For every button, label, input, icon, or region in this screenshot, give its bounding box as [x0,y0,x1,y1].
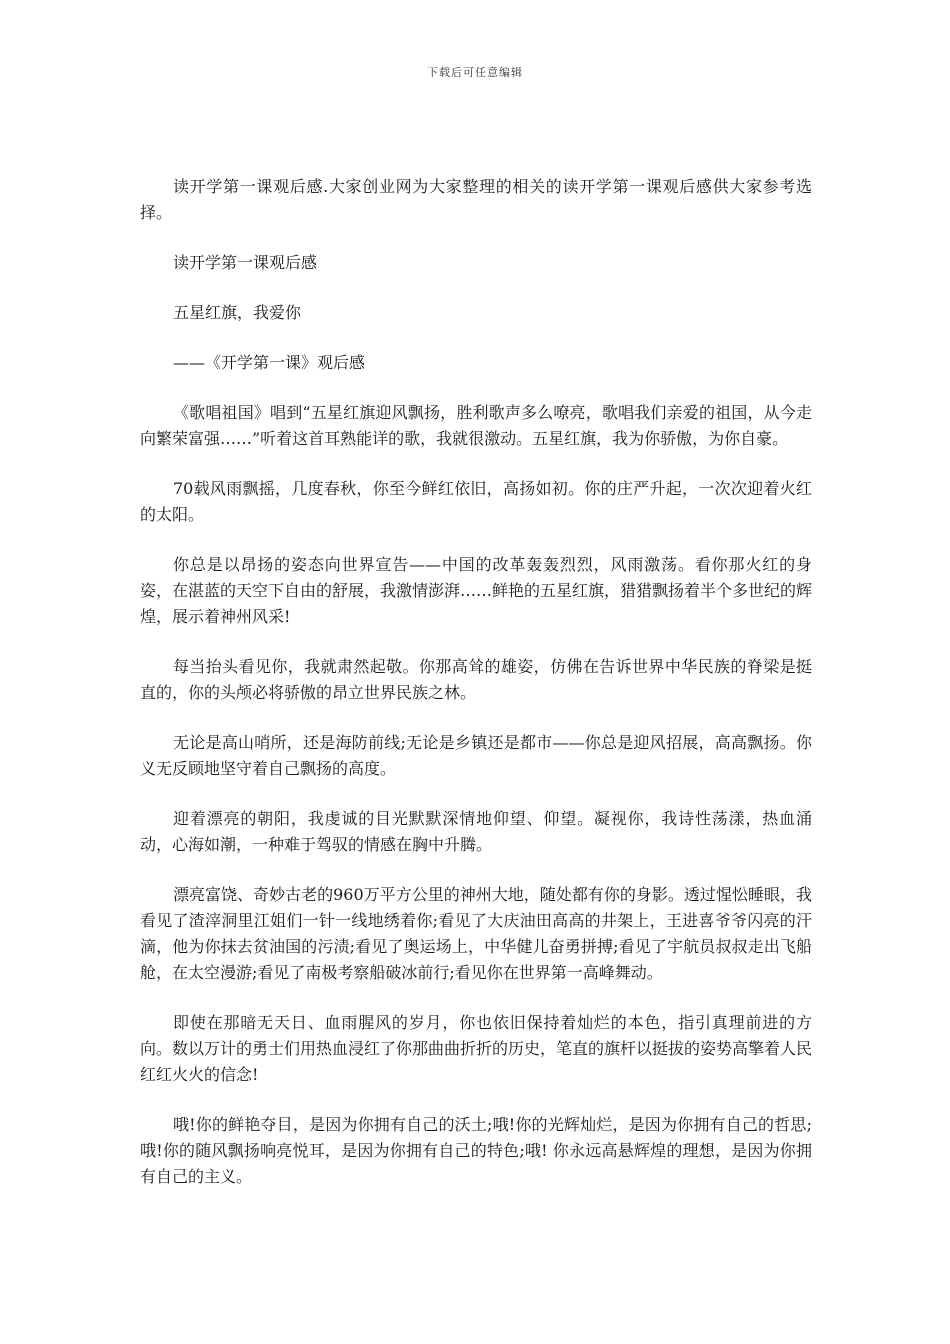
body-paragraph: 你总是以昂扬的姿态向世界宣告——中国的改革轰轰烈烈，风雨激荡。看你那火红的身姿，在湛蓝的天空下自由的舒展，我激情澎湃……鲜艳的五星红旗，猎猎飘扬着半个多世纪的辉煌，展示着神州风采! [140,555,813,626]
article-heading: 读开学第一课观后感 [173,253,318,272]
essay-title: 五星红旗，我爱你 [173,303,302,322]
body-paragraph: 即使在那暗无天日、血雨腥风的岁月，你也依旧保持着灿烂的本色，指引真理前进的方向。数以万计的勇士们用热血浸红了你那曲曲折折的历史，笔直的旗杆以挺拔的姿势高擎着人民红红火火的信念! [140,1013,813,1084]
body-paragraph: 70载风雨飘摇，几度春秋，你至今鲜红依旧，高扬如初。你的庄严升起，一次次迎着火红的太阳。 [140,479,812,524]
body-paragraph: 哦!你的鲜艳夺目，是因为你拥有自己的沃土;哦!你的光辉灿烂，是因为你拥有自己的哲思;哦!你的随风飘扬响亮悦耳，是因为你拥有自己的特色;哦! 你永远高悬辉煌的理想，是因为你拥有自己的主义。 [140,1115,812,1186]
essay-subtitle: ——《开学第一课》观后感 [173,353,366,372]
body-paragraph: 无论是高山哨所，还是海防前线;无论是乡镇还是都市——你总是迎风招展，高高飘扬。你义无反顾地坚守着自己飘扬的高度。 [140,733,812,778]
body-paragraph: 漂亮富饶、奇妙古老的960万平方公里的神州大地，随处都有你的身影。透过惺忪睡眼，我看见了渣滓洞里江姐们一针一线地绣着你;看见了大庆油田高高的井架上，王进喜爷爷闪亮的汗滴，他为你抹去贫油国的污渍;看见了奥运场上，中华健儿奋勇拼搏;看见了宇航员叔叔走出飞船舱，在太空漫游;看见了南极考察船破冰前行;看见你在世界第一高峰舞动。 [140,885,812,982]
body-paragraph: 迎着漂亮的朝阳，我虔诚的目光默默深情地仰望、仰望。凝视你，我诗性荡漾，热血涌动，心海如潮，一种难于驾驭的情感在胸中升腾。 [140,809,812,854]
article-body [140,174,812,1214]
body-paragraph: 每当抬头看见你，我就肃然起敬。你那高耸的雄姿，仿佛在告诉世界中华民族的脊梁是挺直的，你的头颅必将骄傲的昂立世界民族之林。 [140,657,812,702]
body-paragraph: 《歌唱祖国》唱到“五星红旗迎风飘扬，胜利歌声多么嘹亮，歌唱我们亲爱的祖国，从今走向繁荣富强……”听着这首耳熟能详的歌，我就很激动。五星红旗，我为你骄傲，为你自豪。 [140,403,812,448]
header-note: 下载后可任意编辑 [427,66,523,79]
intro-paragraph: 读开学第一课观后感.大家创业网为大家整理的相关的读开学第一课观后感供大家参考选择。 [140,177,812,222]
